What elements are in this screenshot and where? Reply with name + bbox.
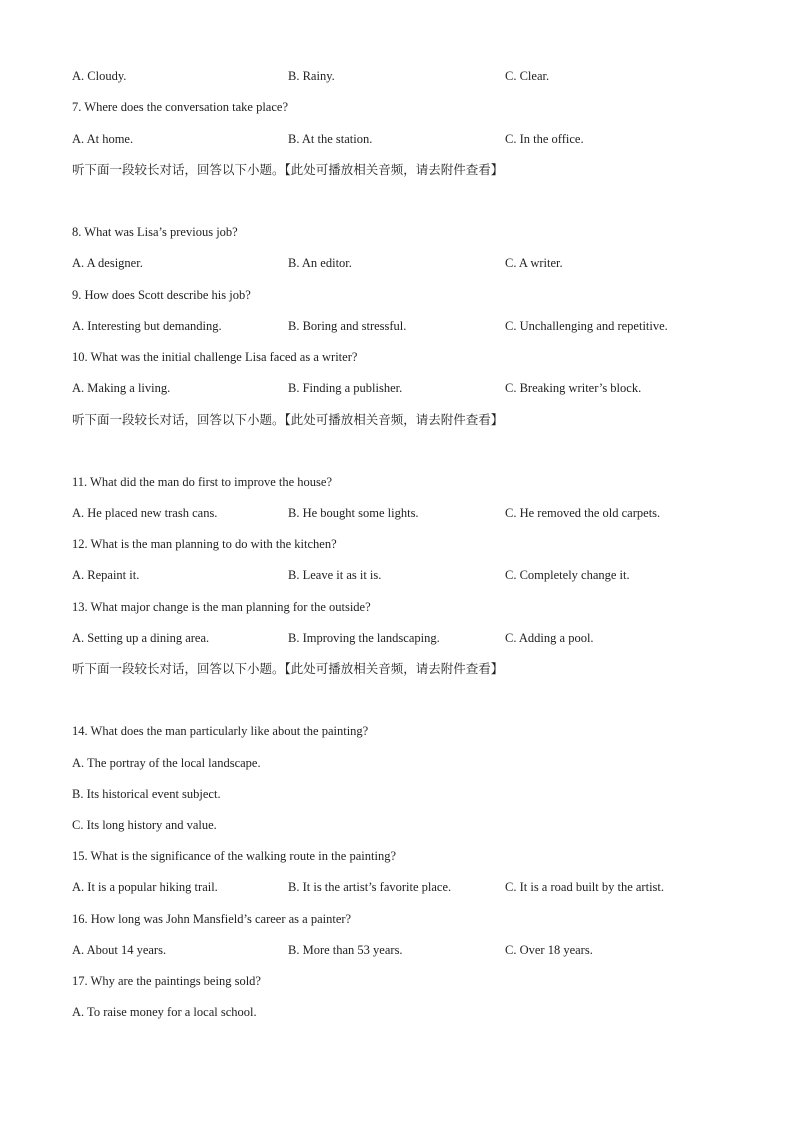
q6-options: [72, 68, 732, 84]
q11-option-a: A. He placed new trash cans.: [72, 506, 218, 520]
q14-option-a: A. The portray of the local landscape.: [72, 756, 261, 770]
q10-options: [72, 380, 732, 396]
q16-options: [72, 942, 732, 958]
q13-option-c: C. Adding a pool.: [505, 631, 594, 645]
q8-question: 8. What was Lisa’s previous job?: [72, 225, 238, 239]
q12-option-c: C. Completely change it.: [505, 568, 630, 582]
q9-option-b: B. Boring and stressful.: [288, 319, 407, 333]
q12-options: [72, 567, 732, 583]
q15-option-a: A. It is a popular hiking trail.: [72, 880, 218, 894]
q13-option-b: B. Improving the landscaping.: [288, 631, 440, 645]
q9-options: [72, 318, 732, 334]
q10-option-a: A. Making a living.: [72, 381, 171, 395]
q10-option-c: C. Breaking writer’s block.: [505, 381, 642, 395]
q10-option-b: B. Finding a publisher.: [288, 381, 403, 395]
q9-question: 9. How does Scott describe his job?: [72, 288, 251, 302]
q12-question: 12. What is the man planning to do with the kitchen?: [72, 537, 337, 551]
q8-options: [72, 255, 732, 271]
q8-option-c: C. A writer.: [505, 256, 563, 270]
q14-question: 14. What does the man particularly like about the painting?: [72, 724, 369, 738]
q14-option-c: C. Its long history and value.: [72, 818, 217, 832]
listening-instruction-2: 听下面一段较长对话，回答以下小题。【此处可播放相关音频，请去附件查看】: [72, 412, 504, 427]
q16-option-c: C. Over 18 years.: [505, 943, 593, 957]
q13-option-a: A. Setting up a dining area.: [72, 631, 210, 645]
q11-option-c: C. He removed the old carpets.: [505, 506, 661, 520]
q11-option-b: B. He bought some lights.: [288, 506, 419, 520]
q12-option-a: A. Repaint it.: [72, 568, 140, 582]
q7-question: 7. Where does the conversation take place?: [72, 100, 288, 114]
q13-options: [72, 630, 732, 646]
q16-option-a: A. About 14 years.: [72, 943, 167, 957]
q6-option-a: A. Cloudy.: [72, 69, 127, 83]
q15-question: 15. What is the significance of the walking route in the painting?: [72, 849, 396, 863]
listening-instruction-3: 听下面一段较长对话，回答以下小题。【此处可播放相关音频，请去附件查看】: [72, 661, 504, 676]
listening-instruction-1: 听下面一段较长对话，回答以下小题。【此处可播放相关音频，请去附件查看】: [72, 162, 504, 177]
q14-option-b: B. Its historical event subject.: [72, 787, 221, 801]
q8-option-a: A. A designer.: [72, 256, 143, 270]
q7-option-b: B. At the station.: [288, 132, 373, 146]
q6-option-b: B. Rainy.: [288, 69, 335, 83]
q7-option-c: C. In the office.: [505, 132, 584, 146]
q17-question: 17. Why are the paintings being sold?: [72, 974, 261, 988]
q8-option-b: B. An editor.: [288, 256, 352, 270]
q11-question: 11. What did the man do first to improve the house?: [72, 475, 333, 489]
q13-question: 13. What major change is the man planning for the outside?: [72, 600, 371, 614]
q15-option-b: B. It is the artist’s favorite place.: [288, 880, 452, 894]
q15-options: [72, 879, 732, 895]
q7-option-a: A. At home.: [72, 132, 134, 146]
q9-option-a: A. Interesting but demanding.: [72, 319, 222, 333]
q16-question: 16. How long was John Mansfield’s career as a painter?: [72, 912, 352, 926]
q9-option-c: C. Unchallenging and repetitive.: [505, 319, 668, 333]
q17-option-a: A. To raise money for a local school.: [72, 1005, 257, 1019]
q15-option-c: C. It is a road built by the artist.: [505, 880, 665, 894]
q16-option-b: B. More than 53 years.: [288, 943, 403, 957]
q7-options: [72, 131, 732, 147]
q12-option-b: B. Leave it as it is.: [288, 568, 382, 582]
q6-option-c: C. Clear.: [505, 69, 550, 83]
q10-question: 10. What was the initial challenge Lisa faced as a writer?: [72, 350, 358, 364]
q11-options: [72, 505, 732, 521]
